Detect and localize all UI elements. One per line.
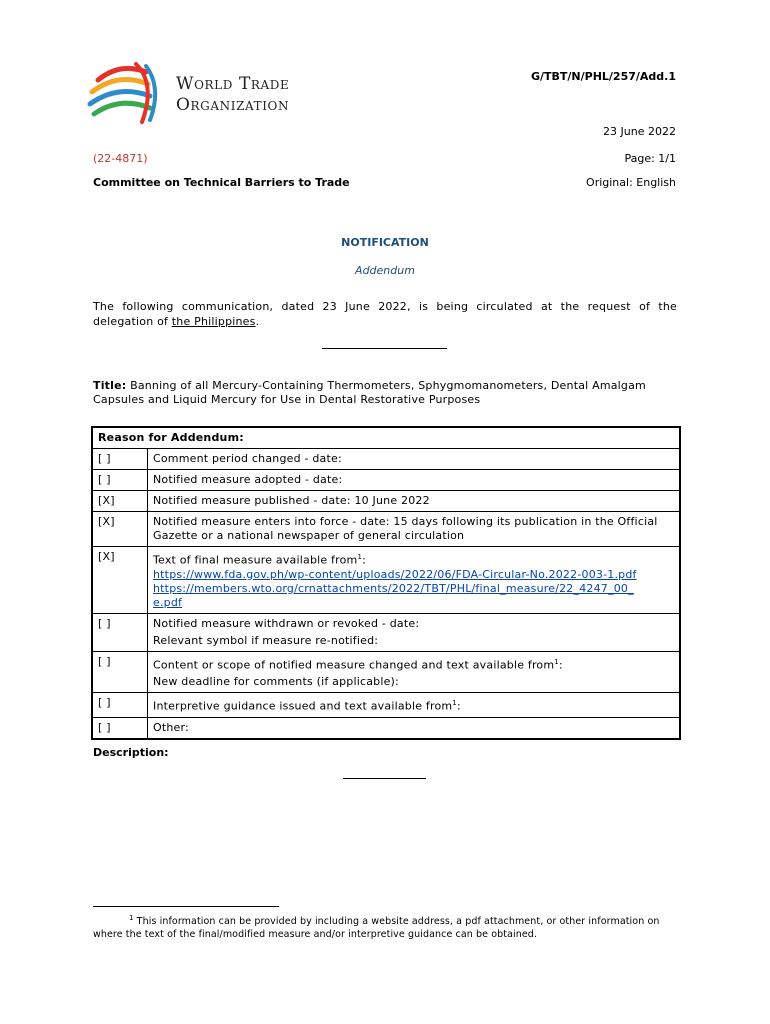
checkbox: [ ]: [92, 693, 148, 718]
checkbox: [ ]: [92, 651, 148, 693]
notification-heading: NOTIFICATION: [341, 236, 429, 249]
table-row: [92, 651, 680, 693]
table-row: [92, 491, 680, 512]
checkbox: [ ]: [92, 470, 148, 491]
document-date: 23 June 2022: [603, 125, 676, 138]
wto-attachment-link-cont[interactable]: e.pdf: [153, 595, 183, 609]
reason-header: Reason for Addendum:: [92, 427, 680, 449]
reason-table-header: [92, 427, 680, 449]
checkbox: [X]: [92, 547, 148, 614]
intro-suffix: .: [255, 315, 260, 328]
description-label: Description:: [93, 746, 169, 759]
table-row: [92, 470, 680, 491]
wto-attachment-link[interactable]: https://members.wto.org/crnattachments/2022/TBT/PHL/final_measure/22_4247_00_: [153, 581, 634, 595]
table-row: [92, 693, 680, 718]
document-symbol: G/TBT/N/PHL/257/Add.1: [530, 70, 676, 83]
footnote-ref: 1: [452, 699, 457, 708]
checkbox: [X]: [92, 512, 148, 547]
intro-paragraph: [93, 299, 677, 329]
table-row: [92, 512, 680, 547]
checkbox: [ ]: [92, 613, 148, 651]
title-text: Banning of all Mercury-Containing Thermometers, Sphygmomanometers, Dental Amalgam Capsules and Liquid Mercury for Use in Dental Restorative Purposes: [93, 379, 646, 406]
reason-text: Notified measure withdrawn or revoked - date:: [153, 616, 420, 630]
reason-subtext: New deadline for comments (if applicable):: [153, 675, 399, 689]
footnote-ref: 1: [554, 657, 559, 666]
reason-table: [91, 426, 681, 740]
footnote-text: This information can be provided by including a website address, a pdf attachment, or other information on where the text of the final/modified measure and/or interpretive guidance can be obtained.: [93, 916, 660, 941]
table-row: [92, 449, 680, 470]
reason-text: Notified measure published - date: 10 June 2022: [148, 491, 681, 512]
reason-text: Text of final measure available from: [153, 553, 358, 567]
reason-cell: [148, 651, 681, 693]
table-row: [92, 613, 680, 651]
reason-subtext: Relevant symbol if measure re-notified:: [153, 633, 379, 647]
checkbox: [ ]: [92, 449, 148, 470]
wto-logo: [84, 58, 334, 130]
original-language: Original: English: [586, 176, 676, 189]
fda-circular-link[interactable]: https://www.fda.gov.ph/wp-content/uploads/2022/06/FDA-Circular-No.2022-003-1.pdf: [153, 567, 637, 581]
page-indicator: Page: 1/1: [624, 152, 676, 165]
wto-emblem-icon: [84, 58, 174, 130]
reason-cell: [148, 547, 681, 614]
table-row: [92, 717, 680, 739]
footnote: [93, 912, 677, 941]
reason-text: Content or scope of notified measure changed and text available from: [153, 658, 555, 672]
reason-cell: [148, 613, 681, 651]
reason-text: Notified measure adopted - date:: [148, 470, 681, 491]
end-separator-line: [343, 770, 426, 779]
reason-cell: [148, 693, 681, 718]
reason-text: Comment period changed - date:: [148, 449, 681, 470]
table-row: [92, 547, 680, 614]
document-number: (22-4871): [93, 152, 148, 165]
footnote-ref: 1: [357, 553, 363, 561]
reason-suffix: :: [456, 699, 461, 713]
reason-suffix: :: [362, 553, 367, 567]
reason-text: Other:: [148, 717, 681, 739]
checkbox: [X]: [92, 491, 148, 512]
reason-text: Notified measure enters into force - date: 15 days following its publication in the Official Gazette or a national newspaper of general circulation: [148, 512, 681, 547]
addendum-subheading: Addendum: [355, 264, 415, 277]
committee-name: Committee on Technical Barriers to Trade: [93, 176, 350, 189]
reason-text: Interpretive guidance issued and text available from: [153, 699, 453, 713]
member-name: the Philippines: [171, 315, 256, 328]
reason-suffix: :: [558, 658, 563, 672]
org-name-line2: Organization: [176, 95, 290, 115]
intro-text: The following communication, dated 23 June 2022, is being circulated at the request of the delegation of: [93, 300, 677, 328]
org-name-line1: World Trade: [176, 74, 290, 94]
checkbox: [ ]: [92, 717, 148, 739]
title-label: Title:: [93, 379, 127, 392]
footnote-marker: 1: [129, 914, 134, 922]
separator-line: [322, 340, 447, 349]
wto-wordmark: [176, 74, 289, 116]
measure-title: [93, 379, 677, 407]
footnote-divider: [93, 906, 279, 907]
